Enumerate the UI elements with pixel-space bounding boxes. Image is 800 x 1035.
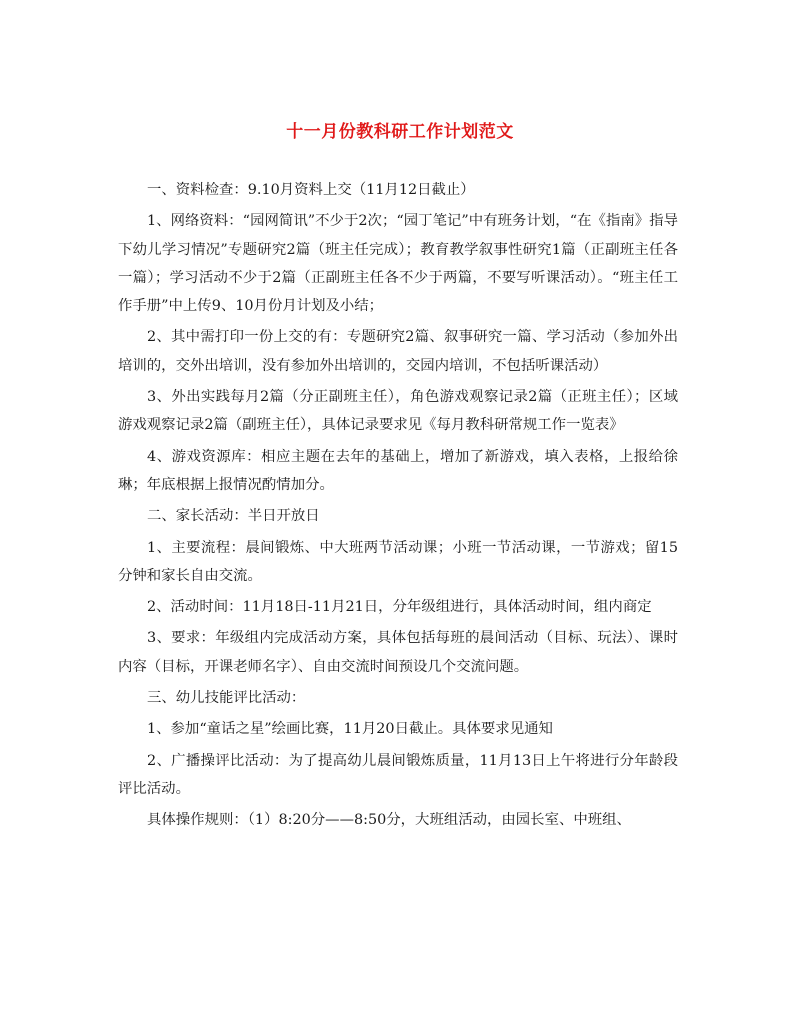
section-heading-parent-activity: 二、家长活动：半日开放日 — [147, 508, 320, 525]
paragraph-drawing-contest: 1、参加“童话之星”绘画比赛，11月20日截止。具体要求见通知 — [147, 721, 553, 738]
section-heading-skills-competition: 三、幼儿技能评比活动： — [147, 690, 306, 707]
document-title: 十一月份教科研工作计划范文 — [286, 122, 514, 142]
paragraph-game-resource-library: 4、游戏资源库：相应主题在去年的基础上，增加了新游戏，填入表格，上报给徐琳；年底根据上报情况酌情加分。 — [118, 448, 678, 493]
document-body — [118, 176, 678, 838]
paragraph-broadcast-exercise: 2、广播操评比活动：为了提高幼儿晨间锻炼质量，11月13日上午将进行分年龄段评比活动。 — [118, 752, 678, 797]
paragraph-practice-records: 3、外出实践每月2篇（分正副班主任），角色游戏观察记录2篇（正班主任）；区域游戏观察记录2篇（副班主任），具体记录要求见《每月教科研常规工作一览表》 — [118, 389, 678, 434]
paragraph-network-materials: 1、网络资料：“园网简讯”不少于2次；“园丁笔记”中有班务计划，“在《指南》指导下幼儿学习情况”专题研究2篇（班主任完成）；教育教学叙事性研究1篇（正副班主任各一篇）；学习活动不少于2篇（正副班主任各不少于两篇，不要写听课活动）。“班主任工作手册”中上传9、10月份月计划及小结； — [118, 213, 678, 315]
paragraph-requirements: 3、要求：年级组内完成活动方案，具体包括每班的晨间活动（目标、玩法）、课时内容（目标，开课老师名字）、自由交流时间预设几个交流问题。 — [118, 630, 678, 675]
section-heading-materials-check: 一、资料检查：9.10月资料上交（11月12日截止） — [147, 182, 475, 198]
paragraph-printed-submissions: 2、其中需打印一份上交的有：专题研究2篇、叙事研究一篇、学习活动（参加外出培训的，交外出培训，没有参加外出培训的，交园内培训，不包括听课活动） — [118, 329, 678, 374]
paragraph-activity-time: 2、活动时间：11月18日-11月21日，分年级组进行，具体活动时间，组内商定 — [147, 599, 652, 616]
paragraph-operation-rules: 具体操作规则：（1）8:20分——8:50分，大班组活动，由园长室、中班组、 — [147, 812, 631, 829]
paragraph-main-process: 1、主要流程：晨间锻炼、中大班两节活动课；小班一节活动课，一节游戏；留15分钟和家长自由交流。 — [118, 539, 678, 584]
